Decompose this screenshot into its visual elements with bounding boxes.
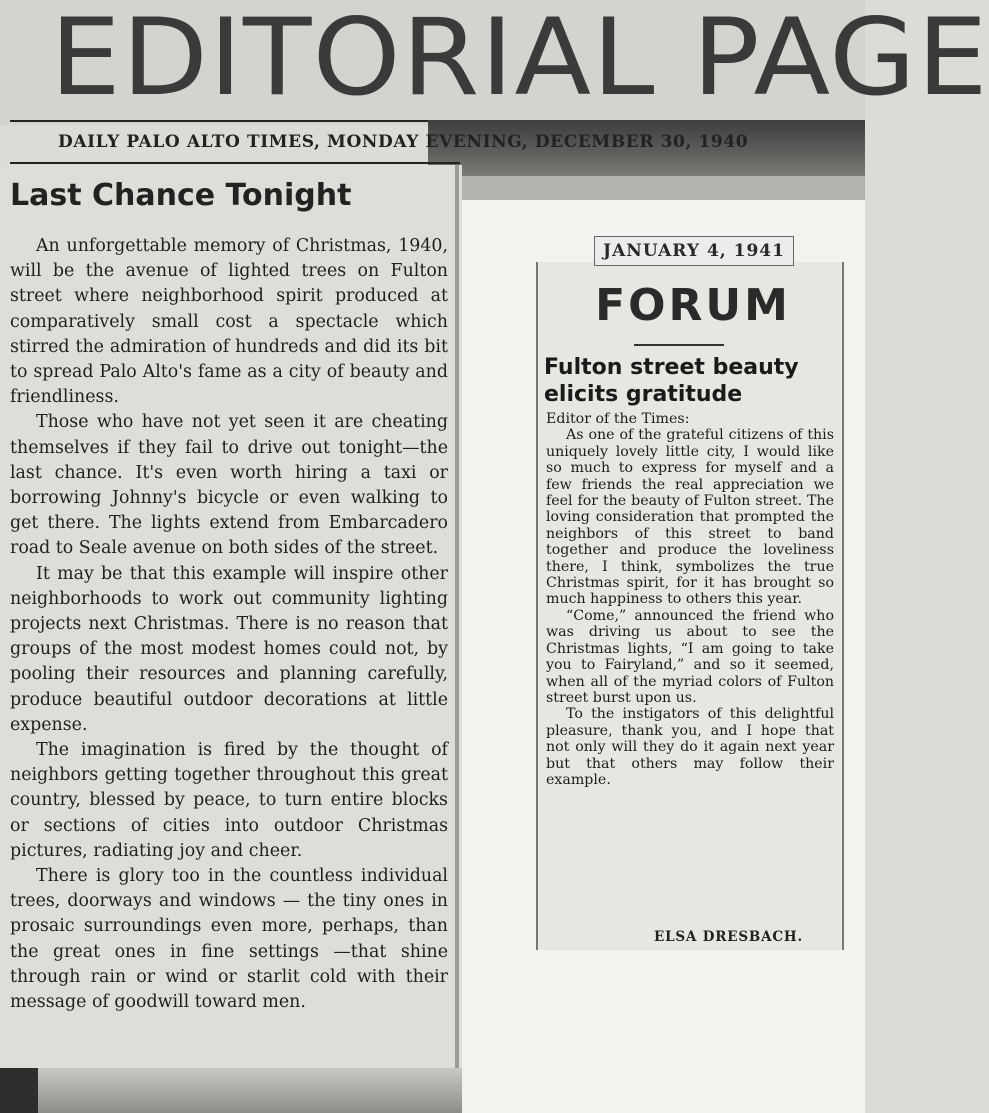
letter-signature: ELSA DRESBACH.: [654, 929, 803, 945]
letter-paragraph: “Come,” announced the friend who was driving us about to see the Christmas lights, “I am going to take you to Fairyland,” and so it seemed, when all of the myriad colors of Fulton street burst upon us.: [546, 607, 834, 706]
corner-mark: [0, 1068, 38, 1113]
letter-body: [546, 411, 834, 788]
editorial-body: [10, 234, 448, 1015]
editorial-paragraph: It may be that this example will inspire other neighborhoods to work out community lighting projects next Christmas. There is no reason that groups of the most modest homes could not, by pooling their resources and planning carefully, produce beautiful outdoor decorations at little expense.: [10, 563, 448, 735]
column-divider: [455, 165, 459, 1113]
editorial-paragraph: The imagination is fired by the thought of neighbors getting together throughout this great country, blessed by peace, to turn entire blocks or sections of cities into outdoor Christmas pictures, radiating joy and cheer.: [10, 740, 448, 861]
masthead-title: EDITORIAL PAGE: [50, 0, 989, 120]
dateline-rule: [10, 162, 460, 164]
letter-headline: Fulton street beauty elicits gratitude: [544, 355, 799, 407]
forum-rule: [634, 344, 724, 346]
masthead: [0, 0, 989, 125]
forum-title: FORUM: [595, 280, 791, 331]
editorial-headline: Last Chance Tonight: [10, 178, 352, 213]
date-stamp: JANUARY 4, 1941: [594, 236, 794, 266]
editorial-paragraph: There is glory too in the countless individual trees, doorways and windows — the tiny ones in prosaic surroundings even more, perhaps, than the great ones in fine settings —that shine through rain or wind or starlit cold with their message of goodwill toward men.: [10, 866, 448, 1013]
letter-paragraph: To the instigators of this delightful pleasure, thank you, and I hope that not only will they do it again next year but that others may follow their example.: [546, 706, 834, 788]
editorial-paragraph: Those who have not yet seen it are cheating themselves if they fail to drive out tonight—the last chance. It's even worth hiring a taxi or borrowing Johnny's bicycle or even walking to get there. The lights extend from Embarcadero road to Seale avenue on both sides of the street.: [10, 412, 448, 559]
dateline: DAILY PALO ALTO TIMES, MONDAY EVENING, DECEMBER 30, 1940: [58, 132, 749, 152]
page-footer-strip: [0, 1068, 462, 1113]
editorial-paragraph: An unforgettable memory of Christmas, 1940, will be the avenue of lighted trees on Fulton street where neighborhood spirit produced at comparatively small cost a spectacle which stirred the admiration of hundreds and did its bit to spread Palo Alto's fame as a city of beauty and friendliness.: [10, 236, 448, 408]
letter-salutation: Editor of the Times:: [546, 411, 690, 427]
letter-paragraph: As one of the grateful citizens of this uniquely lovely little city, I would like so much to express for myself and a few friends the real appreciation we feel for the beauty of Fulton street. The loving consideration that prompted the neighbors of this street to band together and produce the loveliness there, I think, symbolizes the true Christmas spirit, for it has brought so much happiness to others this year.: [546, 427, 834, 608]
